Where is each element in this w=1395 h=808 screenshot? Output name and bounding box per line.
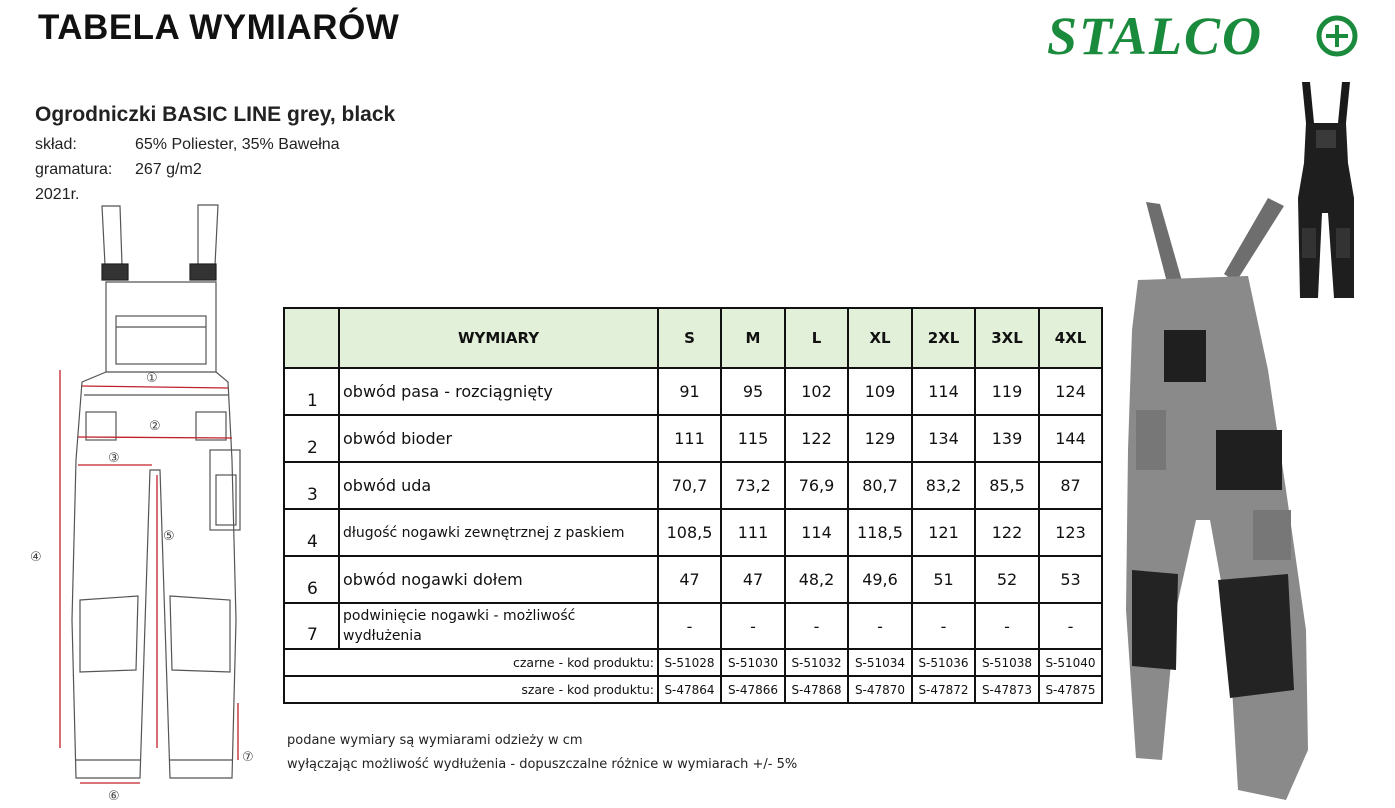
row-label: obwód nogawki dołem [339,556,658,603]
cell-value: 114 [912,368,975,415]
product-code: S-47866 [721,676,785,703]
cell-value: 85,5 [975,462,1039,509]
cell-value: 73,2 [721,462,785,509]
cell-value: 111 [658,415,721,462]
note-line-1: podane wymiary są wymiarami odzieży w cm [287,733,583,748]
code-row-grey [284,676,1102,703]
row-label: obwód bioder [339,415,658,462]
table-row [284,415,1102,462]
header-size: 2XL [912,308,975,368]
composition-label: skład: [35,136,77,153]
cell-value: 95 [721,368,785,415]
year: 2021r. [35,186,80,203]
cell-value: 122 [785,415,848,462]
product-code: S-51038 [975,649,1039,676]
brand-wordmark: STALCO [1047,6,1264,66]
product-code: S-51036 [912,649,975,676]
cell-value: 129 [848,415,912,462]
cell-value: - [848,603,912,649]
cell-value: 87 [1039,462,1102,509]
product-code: S-51032 [785,649,848,676]
cell-value: - [975,603,1039,649]
cell-value: 51 [912,556,975,603]
cell-value: - [912,603,975,649]
product-code: S-47864 [658,676,721,703]
product-code: S-51030 [721,649,785,676]
weight-label: gramatura: [35,161,113,178]
cell-value: 123 [1039,509,1102,556]
header-size: XL [848,308,912,368]
table-row [284,509,1102,556]
header-size: S [658,308,721,368]
cell-value: 139 [975,415,1039,462]
product-code: S-51040 [1039,649,1102,676]
composition-row [35,136,340,154]
cell-value: 111 [721,509,785,556]
table-row [284,368,1102,415]
table-row [284,556,1102,603]
composition-value: 65% Poliester, 35% Bawełna [135,136,340,153]
cell-value: 80,7 [848,462,912,509]
cell-value: 119 [975,368,1039,415]
cell-value: 52 [975,556,1039,603]
page-title: TABELA WYMIARÓW [38,8,400,47]
product-code: S-51028 [658,649,721,676]
product-code: S-47868 [785,676,848,703]
marker-2: ② [149,419,161,434]
code-label: szare - kod produktu: [284,676,658,703]
marker-5: ⑤ [163,529,175,544]
marker-3: ③ [108,451,120,466]
cell-value: 53 [1039,556,1102,603]
cell-value: - [1039,603,1102,649]
size-table [283,307,1103,704]
cell-value: 48,2 [785,556,848,603]
product-name: Ogrodniczki BASIC LINE grey, black [35,103,396,126]
marker-6: ⑥ [108,789,120,804]
row-number: 4 [284,509,339,556]
weight-row [35,161,202,179]
overalls-technical-drawing [20,200,270,808]
cell-value: - [785,603,848,649]
row-label: obwód uda [339,462,658,509]
cell-value: 102 [785,368,848,415]
header-size: M [721,308,785,368]
row-number: 7 [284,603,339,649]
cell-value: 134 [912,415,975,462]
weight-value: 267 g/m2 [135,161,202,178]
cell-value: 144 [1039,415,1102,462]
product-code: S-47870 [848,676,912,703]
cell-value: 47 [658,556,721,603]
row-number: 3 [284,462,339,509]
code-row-black [284,649,1102,676]
marker-4: ④ [30,550,42,565]
header-wymiary: WYMIARY [339,308,658,368]
header-size: 4XL [1039,308,1102,368]
cell-value: 115 [721,415,785,462]
table-row [284,462,1102,509]
cell-value: 114 [785,509,848,556]
grey-overalls-photo [1118,190,1314,808]
cell-value: 124 [1039,368,1102,415]
marker-1: ① [146,371,158,386]
table-row [284,603,1102,649]
row-label: długość nogawki zewnętrznej z paskiem [339,509,658,556]
cell-value: - [658,603,721,649]
table-header-row [284,308,1102,368]
product-code: S-47873 [975,676,1039,703]
cell-value: 118,5 [848,509,912,556]
row-label: obwód pasa - rozciągnięty [339,368,658,415]
cell-value: 109 [848,368,912,415]
cell-value: 83,2 [912,462,975,509]
row-number: 2 [284,415,339,462]
cell-value: 70,7 [658,462,721,509]
header-size: 3XL [975,308,1039,368]
cell-value: 108,5 [658,509,721,556]
note-line-2: wyłączając możliwość wydłużenia - dopuszczalne różnice w wymiarach +/- 5% [287,757,798,772]
cell-value: 121 [912,509,975,556]
row-number: 1 [284,368,339,415]
row-label: podwinięcie nogawki - możliwość wydłużenia [339,603,658,649]
cell-value: - [721,603,785,649]
header-size: L [785,308,848,368]
cell-value: 122 [975,509,1039,556]
row-number: 6 [284,556,339,603]
header-corner [284,308,339,368]
code-label: czarne - kod produktu: [284,649,658,676]
product-code: S-51034 [848,649,912,676]
marker-7: ⑦ [242,750,254,765]
product-code: S-47872 [912,676,975,703]
product-code: S-47875 [1039,676,1102,703]
cell-value: 47 [721,556,785,603]
cell-value: 91 [658,368,721,415]
cell-value: 76,9 [785,462,848,509]
cell-value: 49,6 [848,556,912,603]
stalco-logo [1045,4,1365,66]
